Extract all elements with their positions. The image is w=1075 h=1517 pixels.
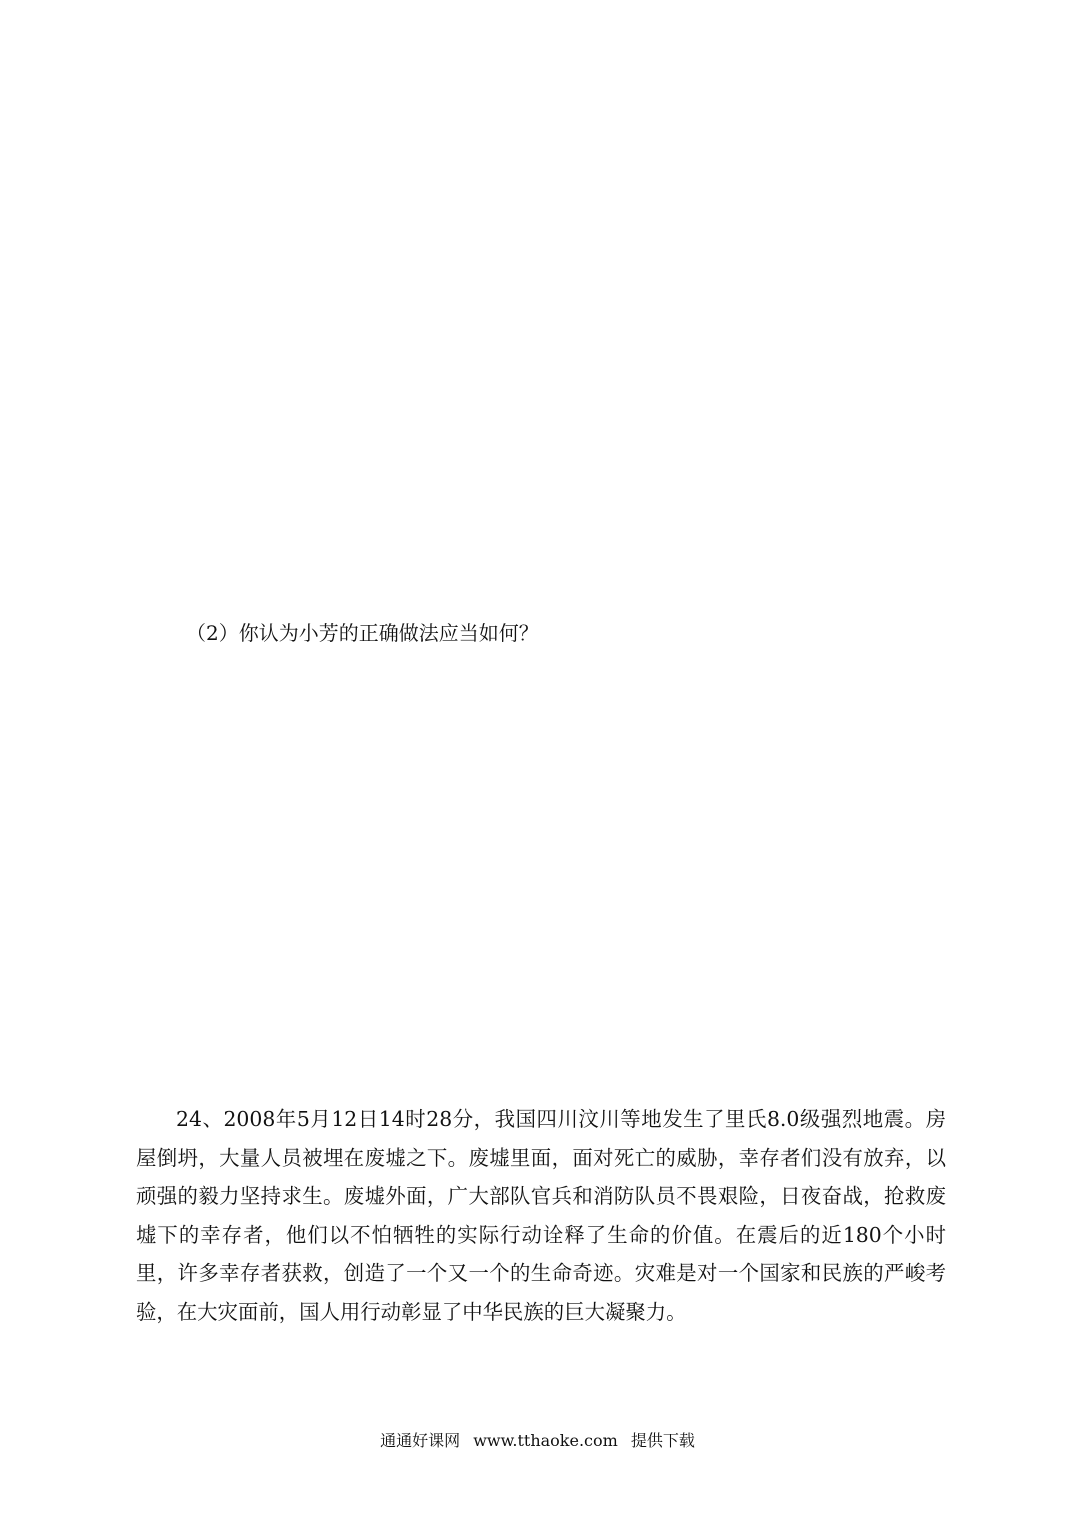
footer-action: 提供下载 — [630, 1431, 695, 1450]
question-24-passage: 24、2008年5月12日14时28分，我国四川汶川等地发生了里氏8.0级强烈地震。房屋倒坍，大量人员被埋在废墟之下。废墟里面，面对死亡的威胁，幸存者们没有放弃，以顽强的毅力坚持求生。废墟外面，广大部队官兵和消防队员不畏艰险，日夜奋战，抢救废墟下的幸存者，他们以不怕牺牲的实际行动诠释了生命的价值。在震后的近180个小时里，许多幸存者获救，创造了一个又一个的生命奇迹。灾难是对一个国家和民族的严峻考验，在大灾面前，国人用行动彰显了中华民族的巨大凝聚力。 — [136, 1107, 946, 1324]
question-2: （2）你认为小芳的正确做法应当如何？ — [186, 621, 539, 645]
footer-site-name: 通通好课网 — [380, 1431, 461, 1450]
page-footer — [0, 1428, 1075, 1454]
footer-url: www.tthaoke.com — [473, 1431, 618, 1450]
